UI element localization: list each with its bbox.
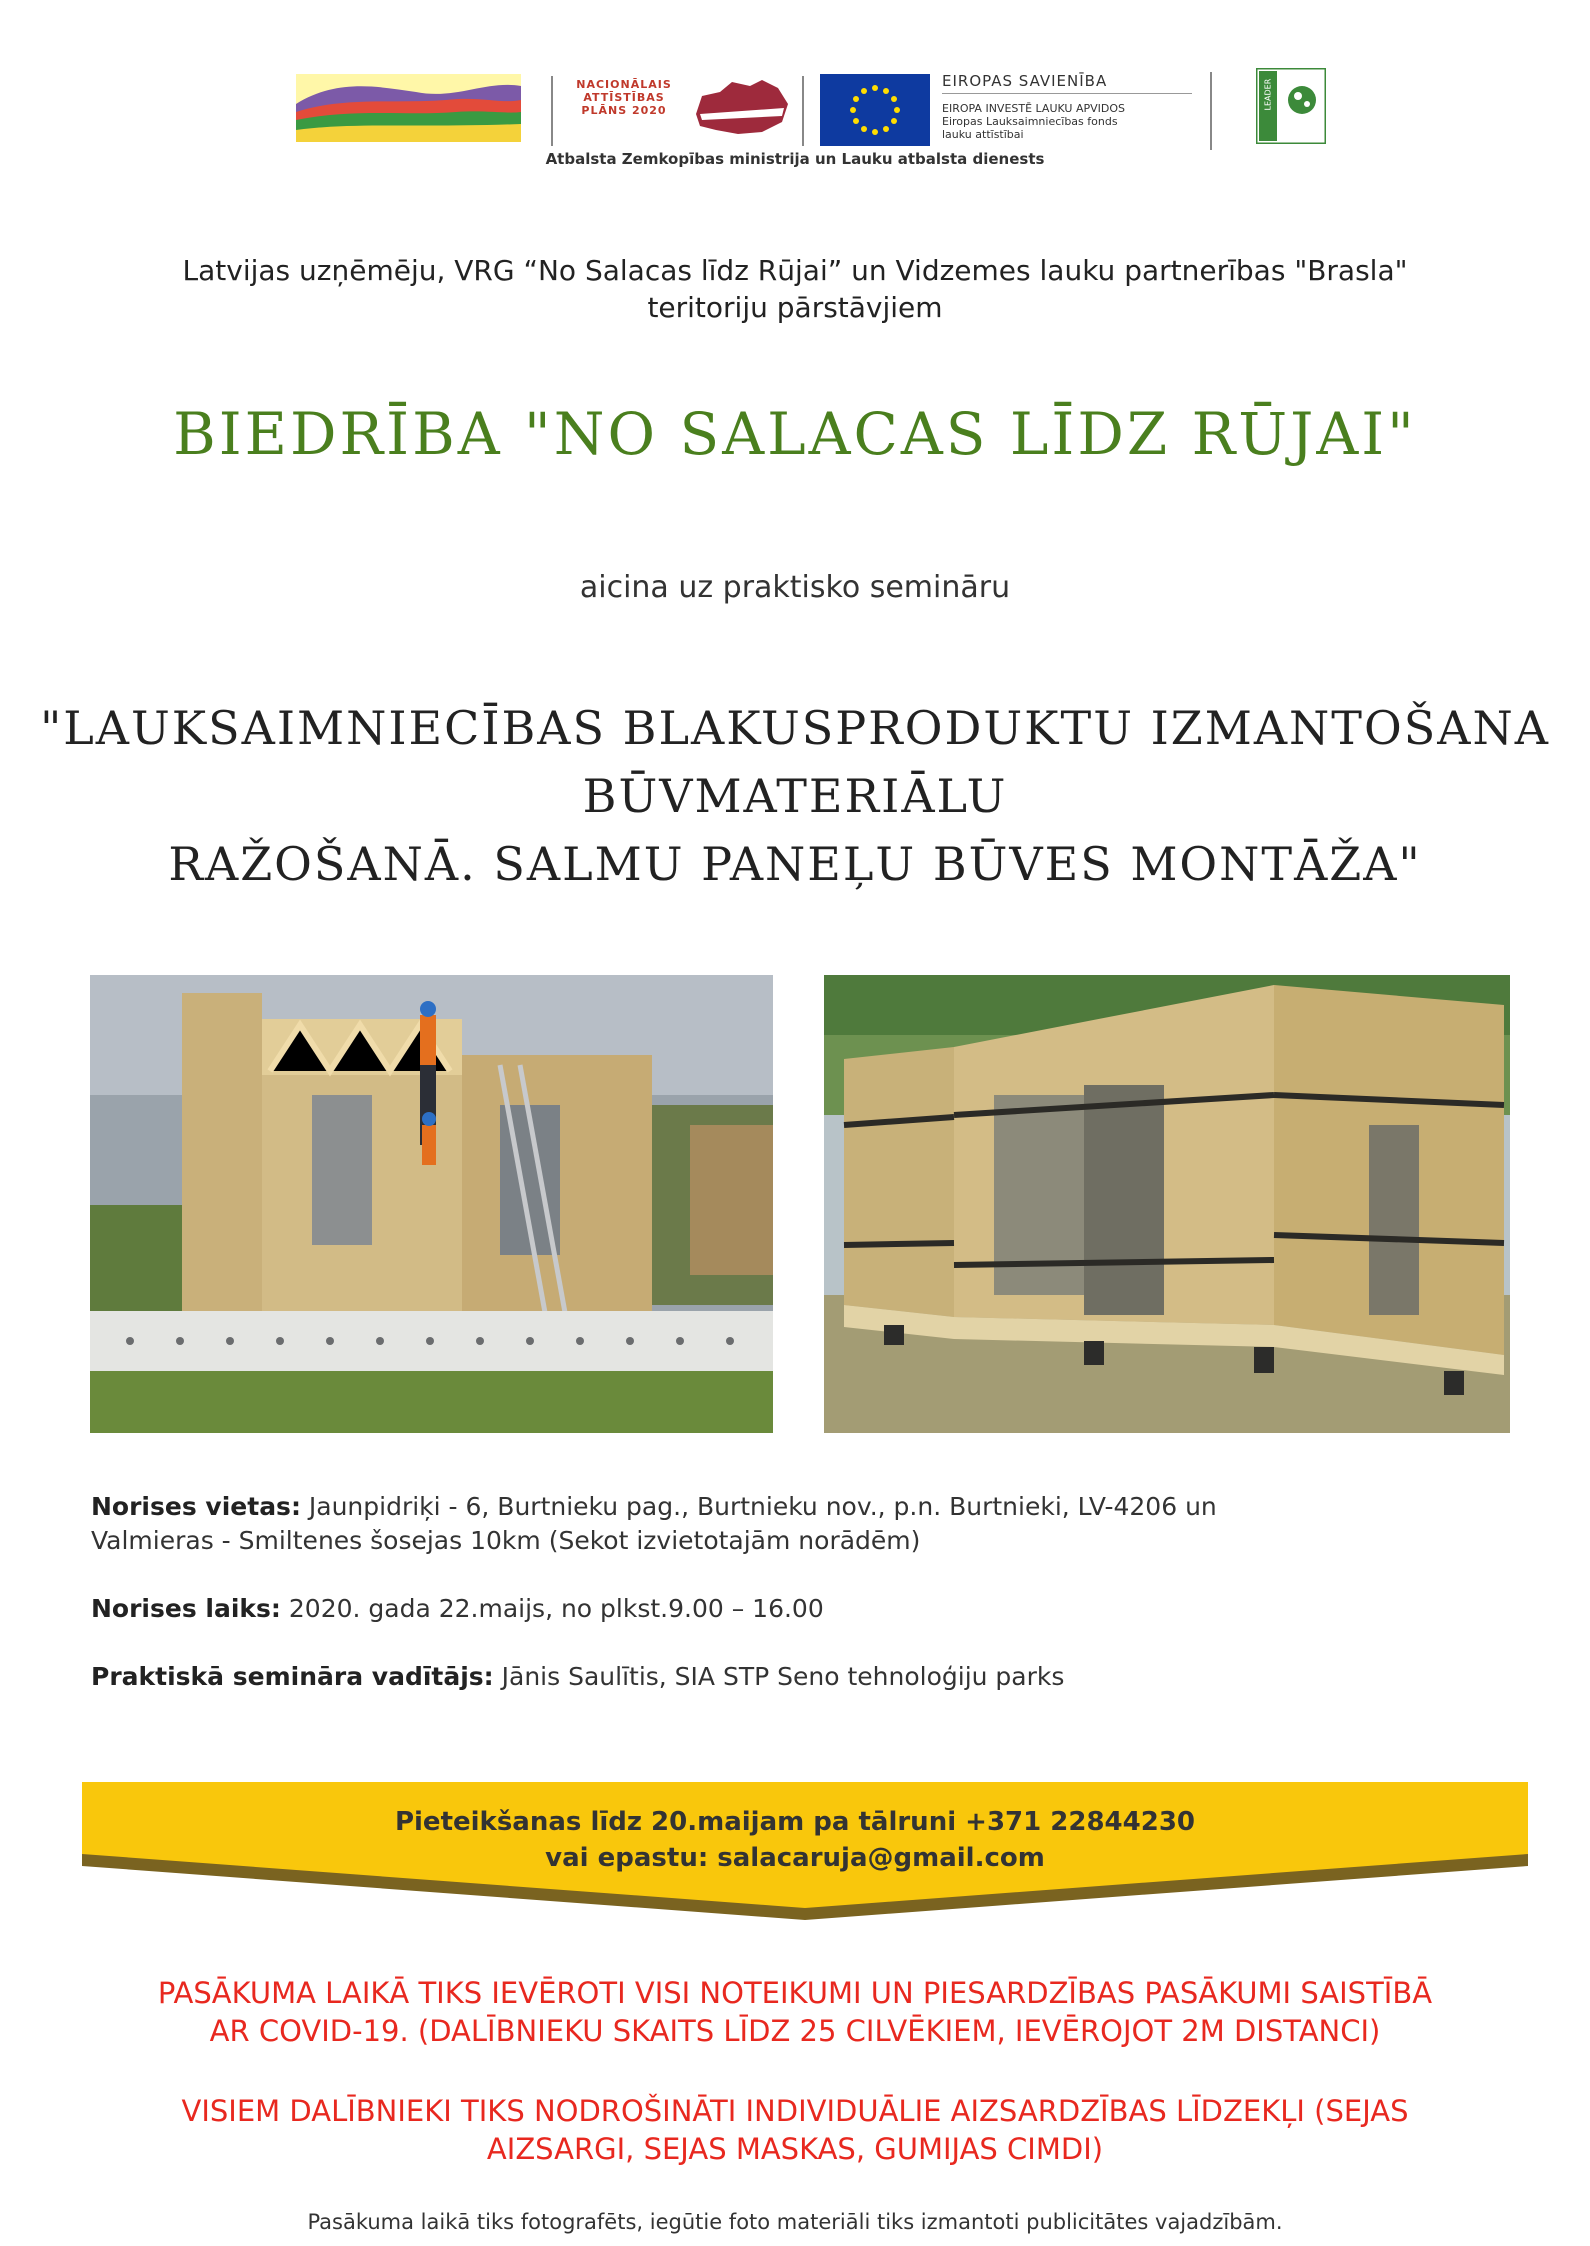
nap-line-3: PLĀNS 2020 [581, 104, 667, 117]
invite-text: aicina uz praktisko semināru [579, 570, 1011, 605]
covid-warning [70, 1974, 1520, 2050]
latvia-map-icon [692, 74, 792, 144]
registration-line-2: vai epastu: salacaruja@gmail.com [545, 1843, 1045, 1873]
time-row [91, 1592, 1511, 1626]
organization-title: BIEDRĪBA "NO SALACAS LĪDZ RŪJAI" [173, 400, 1417, 468]
event-details [91, 1490, 1511, 1558]
eu-text-block [942, 72, 1192, 152]
eu-flag-icon [820, 74, 930, 146]
registration-line-1: Pieteikšanas līdz 20.maijam pa tālruni +371 22844230 [394, 1807, 1196, 1837]
time-label: Norises laiks: [91, 1594, 281, 1623]
eu-title: EIROPAS SAVIENĪBA [942, 72, 1108, 90]
eu-line-2: Eiropas Lauksaimniecības fonds [942, 115, 1118, 128]
nap-line-1: NACIONĀLAIS [576, 78, 672, 91]
landscape-logo [296, 74, 521, 142]
photo-straw-panel-house [824, 975, 1510, 1433]
leader-text: LEADER [1263, 78, 1273, 111]
place-value-line-2: Valmieras - Smiltenes šosejas 10km (Sekot izvietotajām norādēm) [91, 1526, 921, 1555]
leader-value: Jānis Saulītis, SIA STP Seno tehnoloģiju parks [493, 1662, 1065, 1691]
leader-logo [1256, 68, 1326, 144]
eu-line-1: EIROPA INVESTĒ LAUKU APVIDOS [942, 102, 1126, 115]
nap-line-2: ATTĪSTĪBAS [583, 91, 665, 104]
seminar-title [40, 694, 1550, 898]
place-label: Norises vietas: [91, 1492, 301, 1521]
ppe-notice [70, 2092, 1520, 2168]
photo-notice: Pasākuma laikā tiks fotografēts, iegūtie foto materiāli tiks izmantoti publicitātes vajadzībām. [307, 2210, 1283, 2234]
ppe-notice-line-2: AIZSARGI, SEJAS MASKAS, GUMIJAS CIMDI) [486, 2132, 1104, 2166]
ppe-notice-line-1: VISIEM DALĪBNIEKI TIKS NODROŠINĀTI INDIVIDUĀLIE AIZSARDZĪBAS LĪDZEKĻI (SEJAS [181, 2094, 1409, 2128]
place-row [91, 1490, 1511, 1524]
covid-warning-line-1: PASĀKUMA LAIKĀ TIKS IEVĒROTI VISI NOTEIKUMI UN PIESARDZĪBAS PASĀKUMI SAISTĪBĀ [157, 1976, 1433, 2010]
support-line: Atbalsta Zemkopības ministrija un Lauku atbalsta dienests [545, 150, 1045, 168]
intro-text [95, 252, 1495, 326]
eu-line-3: lauku attīstībai [942, 128, 1024, 141]
leader-label: Praktiskā semināra vadītājs: [91, 1662, 494, 1691]
covid-warning-line-2: AR COVID-19. (DALĪBNIEKU SKAITS LĪDZ 25 CILVĒKIEM, IEVĒROJOT 2M DISTANCI) [209, 2014, 1381, 2048]
time-value: 2020. gada 22.maijs, no plkst.9.00 – 16.00 [280, 1594, 824, 1623]
place-value-line-1: Jaunpidriķi - 6, Burtnieku pag., Burtnieku nov., p.n. Burtnieki, LV-4206 un [300, 1492, 1217, 1521]
leader-row [91, 1660, 1511, 1694]
registration-text [0, 1804, 1590, 1876]
seminar-title-line-2: RAŽOŠANĀ. SALMU PANEĻU BŪVES MONTĀŽA" [168, 837, 1422, 891]
seminar-title-line-1: "LAUKSAIMNIECĪBAS BLAKUSPRODUKTU IZMANTOŠANA BŪVMATERIĀLU [40, 701, 1550, 823]
intro-line-1: Latvijas uzņēmēju, VRG “No Salacas līdz Rūjai” un Vidzemes lauku partnerības "Brasla" [182, 254, 1408, 287]
nap2020-logo [564, 78, 684, 148]
intro-line-2: teritoriju pārstāvjiem [647, 291, 943, 324]
photo-construction-workers [90, 975, 773, 1433]
